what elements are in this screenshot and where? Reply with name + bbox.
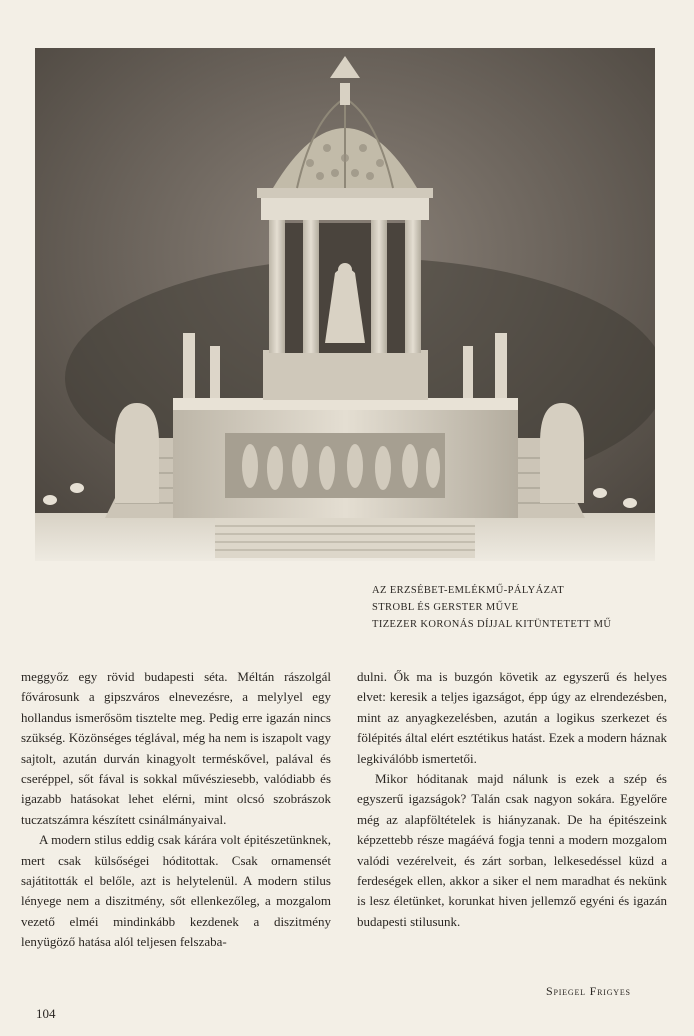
caption-line: AZ ERZSÉBET-EMLÉKMŰ-PÁLYÁZAT xyxy=(372,585,565,596)
figure-caption xyxy=(372,582,662,633)
monument-photograph xyxy=(35,48,655,561)
page-number: 104 xyxy=(36,1006,56,1021)
left-text-column xyxy=(21,667,331,953)
paragraph: A modern stilus eddig csak kárára volt épitészetünknek, mert csak külsőségei hóditottak. Csak ornamensét sajátitották el belőle, azt is helytelenül. A modern stilus lényege nem a diszitmény, sőt ellenkezőleg, a mozgalom vezető elméi mindinkább kezdenek a diszitmény lenyügöző hatása alól teljesen felszaba- xyxy=(21,832,331,950)
caption-line: STROBL ÉS GERSTER MŰVE xyxy=(372,602,519,613)
monument-illustration xyxy=(35,48,655,561)
paragraph: dulni. Ők ma is buzgón követik az egyszerű és helyes elvet: keresik a teljes igazságot, épp úgy az elrendezésben, mint az anyagkezelésben, azután a logikus szerkezet és fölépités által elért esztétikus hatást. Ezek a modern háznak legkiválóbb ismertetői. xyxy=(357,669,667,766)
caption-line: TIZEZER KORONÁS DÍJJAL KITÜNTETETT MŰ xyxy=(372,619,612,630)
author-signature: Spiegel Frigyes xyxy=(546,984,631,998)
paragraph: Mikor hóditanak majd nálunk is ezek a szép és egyszerű igazságok? Talán csak nagyon sokára. Egyelőre még az alapföltételek is hiányzanak. De ha épitészeink képzettebb része magáévá fogja tenni a modern mozgalom valódi vezérelveit, és zárt sorban, lelkesedéssel küzd a ferdeségek ellen, akkor a siker el nem maradhat és nekünk is lesz életünket, korunkat hiven jellemző egyéni és igazán budapesti stilusunk. xyxy=(357,771,667,929)
paragraph: meggyőz egy rövid budapesti séta. Méltán rászolgál fővárosunk a gipszváros elnevezésre, a melylyel egy hollandus ismerősöm tisztelte meg. Pedig erre igazán nincs szükség. Közönséges téglával, még ha nem is iszapolt vagy sajtolt, azután durván kinagyolt terméskővel, palával és cseréppel, sőt fával is sokkal művésziesebb, valódiabb és igazabb hatásokat lehet elérni, mint olcsó szobrászok tuczatszámra készített csinálmányaival. xyxy=(21,669,331,827)
right-text-column xyxy=(357,667,667,932)
